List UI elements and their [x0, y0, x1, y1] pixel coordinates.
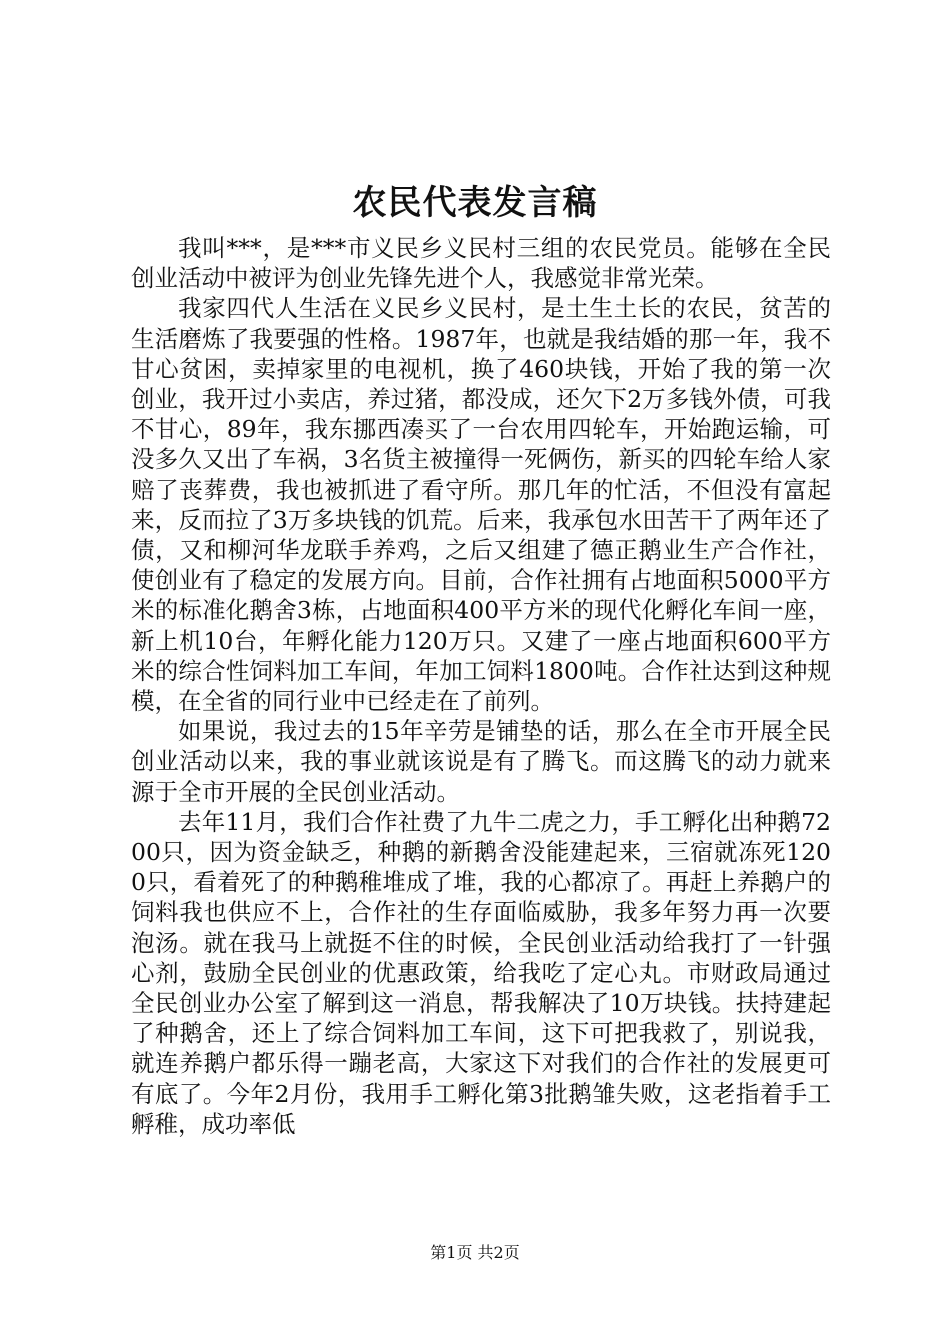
- document-body: [131, 233, 831, 1139]
- paragraph-3: 如果说，我过去的15年辛劳是铺垫的话，那么在全市开展全民创业活动以来，我的事业就该说是有了腾飞。而这腾飞的动力就来源于全市开展的全民创业活动。: [131, 717, 831, 806]
- paragraph-1: 我叫***，是***市义民乡义民村三组的农民党员。能够在全民创业活动中被评为创业先锋先进个人，我感觉非常光荣。: [131, 234, 831, 293]
- document-title: 农民代表发言稿: [352, 183, 598, 223]
- paragraph-2: 我家四代人生活在义民乡义民村，是土生土长的农民，贫苦的生活磨炼了我要强的性格。1987年，也就是我结婚的那一年，我不甘心贫困，卖掉家里的电视机，换了460块钱，开始了我的第一次创业，我开过小卖店，养过猪，都没成，还欠下2万多钱外债，可我不甘心，89年，我东挪西凑买了一台农用四轮车，开始跑运输，可没多久又出了车祸，3名货主被撞得一死俩伤，新买的四轮车给人家赔了丧葬费，我也被抓进了看守所。那几年的忙活，不但没有富起来，反而拉了3万多块钱的饥荒。后来，我承包水田苦干了两年还了债，又和柳河华龙联手养鸡，之后又组建了德正鹅业生产合作社，使创业有了稳定的发展方向。目前，合作社拥有占地面积5000平方米的标准化鹅舍3栋，占地面积400平方米的现代化孵化车间一座，新上机10台，年孵化能力120万只。又建了一座占地面积600平方米的综合性饲料加工车间，年加工饲料1800吨。合作社达到这种规模，在全省的同行业中已经走在了前列。: [131, 294, 831, 716]
- page-footer: 第1页 共2页: [430, 1243, 520, 1262]
- paragraph-4: 去年11月，我们合作社费了九牛二虎之力，手工孵化出种鹅7200只，因为资金缺乏，种鹅的新鹅舍没能建起来，三宿就冻死1200只，看着死了的种鹅稚堆成了堆，我的心都凉了。再赶上养鹅户的饲料我也供应不上，合作社的生存面临威胁，我多年努力再一次要泡汤。就在我马上就挺不住的时候，全民创业活动给我打了一针强心剂，鼓励全民创业的优惠政策，给我吃了定心丸。市财政局通过全民创业办公室了解到这一消息，帮我解决了10万块钱。扶持建起了种鹅舍，还上了综合饲料加工车间，这下可把我救了，别说我，就连养鹅户都乐得一蹦老高，大家这下对我们的合作社的发展更可有底了。今年2月份，我用手工孵化第3批鹅雏失败，这老指着手工孵稚，成功率低: [131, 807, 831, 1138]
